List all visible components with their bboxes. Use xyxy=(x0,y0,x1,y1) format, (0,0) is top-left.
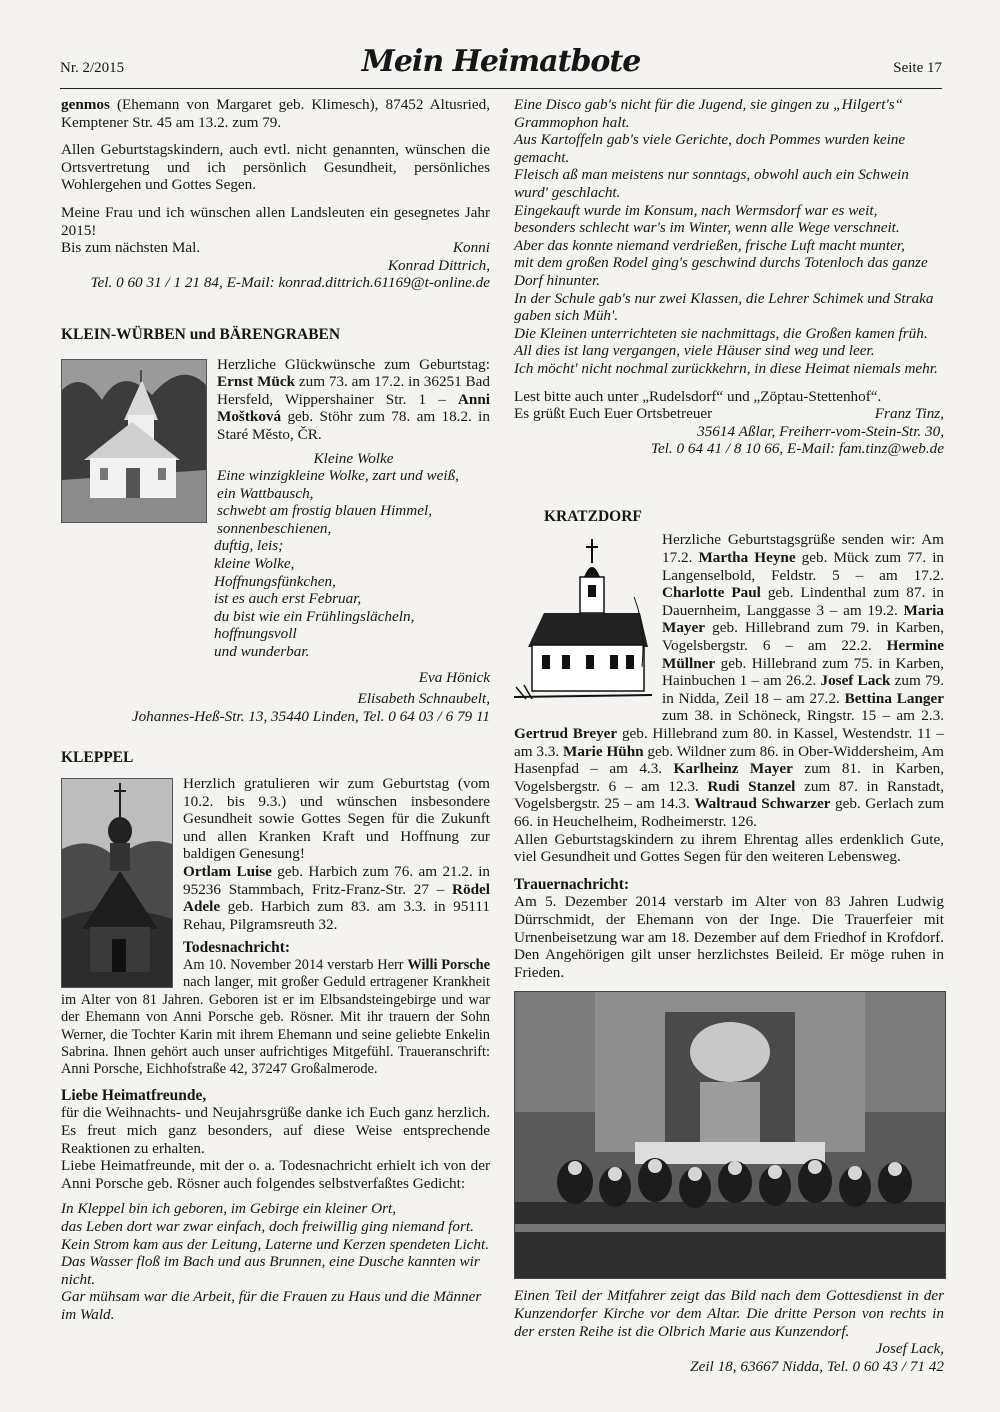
person-name: Bettina Langer xyxy=(844,689,944,707)
person-details: geb. Wildner zum 86. in Ober-Widdersheim, Am Hasenpfad – am 4.3. xyxy=(514,742,944,778)
subheading: Todesnachricht: xyxy=(183,939,291,957)
poem-line: Fleisch aß man meistens nur sonntags, obwohl auch ein Schwein wurd' geschlacht. xyxy=(514,166,909,201)
person-details: geb. Lindenthal zum 87. in Dauernheim, Langgasse 3 – am 19.2. xyxy=(662,584,944,619)
person-name: Hermine Müllner xyxy=(662,637,944,672)
section-heading: KLEIN-WÜRBEN und BÄRENGRABEN xyxy=(61,325,341,343)
person-details: zum 38. in Schöneck, Ringstr. 15 – am 2.3. xyxy=(662,707,944,725)
page-number: Seite 17 xyxy=(893,60,942,76)
section-heading: KRATZDORF xyxy=(544,507,642,525)
person-details: geb. Hillebrand zum 75. in Karben, Hainbuchen 1 – am 26.2. xyxy=(662,654,944,690)
poem-line: Die Kleinen unterrichteten sie nachmittags, die Großen kamen früh. xyxy=(514,324,928,342)
poem-line: Eine winzigkleine Wolke, zart und weiß, xyxy=(217,467,459,485)
subheading: Liebe Heimatfreunde, xyxy=(61,1086,207,1104)
poem-line: hoffnungsvoll xyxy=(214,625,297,643)
right-column xyxy=(514,96,944,1375)
paragraph: Herzlich gratulieren wir zum Geburtstag (vom 10.2. bis 9.3.) und wünschen insbesondere Gesundheit sowie Gottes Segen für die Zukunft und allen Kranken Kraft und Hoffnung zur baldigen Genesung! xyxy=(183,775,490,863)
person-name: Josef Lack xyxy=(820,672,891,690)
person-name: Maria Mayer xyxy=(662,601,944,637)
chapel-photo xyxy=(61,359,207,523)
person-name: Charlotte Paul xyxy=(662,584,761,602)
person-name: Karlheinz Mayer xyxy=(673,760,793,778)
person-details: geb. Mück zum 77. in Langenselbold, Feldstr. 5 – am 17.2. xyxy=(662,549,945,584)
subheading: Trauernachricht: xyxy=(514,875,630,893)
contact: Tel. 0 64 41 / 8 10 66, E-Mail: fam.tinz@web.de xyxy=(650,440,944,458)
poem-line: ist es auch erst Februar, xyxy=(214,590,362,608)
poem-line: Eine Disco gab's nicht für die Jugend, sie gingen zu „Hilgert's“ Grammophon halt. xyxy=(514,96,904,131)
page-header xyxy=(60,44,942,89)
poem-line: mit dem großen Rodel ging's geschwind durchs Totenloch das ganze Dorf hinunter. xyxy=(514,254,928,289)
poem-line: Eingekauft wurde im Konsum, nach Wermsdorf war es weit, xyxy=(514,201,878,219)
issue-number: Nr. 2/2015 xyxy=(60,60,125,76)
poem-title: Kleine Wolke xyxy=(313,449,394,467)
poem-line: ein Wattbausch, xyxy=(217,484,314,502)
poem-author: Eva Hönick xyxy=(418,668,490,686)
signature: Elisabeth Schnaubelt, xyxy=(357,690,490,708)
church-drawing xyxy=(514,537,652,705)
paragraph: Am 10. November 2014 verstarb Herr Willi Porsche nach langer, mit großer Geduld ertragener Krankheit im Alter von 81 Jahren. Geboren ist er im Elbsandsteingebirge und war der Ehemann von Anni Porsche geb. Rösner. Mit ihr trauern der Sohn Werner, die Tochter Karin mit ihrem Ehemann und seine geliebte Enkelin Sabrina. Ihnen gehört auch unser aufrichtiges Mitgefühl. Traueranschrift: Anni Porsche, Eichhofstraße 42, 37247 Großalmerode. xyxy=(61,956,490,1078)
poem-line: und wunderbar. xyxy=(214,643,310,661)
poem-line: Aus Kartoffeln gab's viele Gerichte, doch Pommes wurden keine gemacht. xyxy=(514,131,906,166)
signature: Konrad Dittrich, xyxy=(387,256,490,274)
person-details: zum 79. in Nidda, Zeil 18 – am 27.2. xyxy=(662,672,945,707)
paragraph: Herzliche Glückwünsche zum Geburtstag: Ernst Mück zum 73. am 17.2. in 36251 Bad Hersfeld, Wippershainer Str. 1 – Anni Moštková geb. Stöhr zum 78. am 18.2. in Staré Město, ČR. xyxy=(217,355,490,443)
person-details: geb. Hillebrand zum 80. in Kassel, Westendstr. 11 – am 3.3. xyxy=(514,725,944,760)
paragraph: Liebe Heimatfreunde, mit der o. a. Todesnachricht erhielt ich von der Anni Porsche geb. Rösner auch folgendes selbstverfaßtes Gedicht: xyxy=(61,1157,490,1192)
person-name: Gertrud Breyer xyxy=(514,725,618,742)
person-details: zum 81. in Karben, Vogelsbergstr. 6 – am 12.3. xyxy=(514,760,945,795)
poem-line: schwebt am frostig blauen Himmel, xyxy=(217,502,432,520)
poem xyxy=(61,1200,490,1323)
paragraph: für die Weihnachts- und Neujahrsgrüße danke ich Euch ganz herzlich. Es freut mich ganz besonders, auf diese Weise entsprechende Reaktionen zu erhalten. xyxy=(61,1104,490,1157)
bell-tower-photo xyxy=(61,778,173,988)
paragraph: Meine Frau und ich wünschen allen Landsleuten ein gesegnetes Jahr 2015! xyxy=(61,203,490,239)
poem-line: In der Schule gab's nur zwei Klassen, die Lehrer Schimek und Straka gaben sich Müh'. xyxy=(514,289,934,325)
address: 35614 Aßlar, Freiherr-vom-Stein-Str. 30, xyxy=(697,422,944,440)
poem-line: All dies ist lang vergangen, viele Häuser sind weg und leer. xyxy=(514,342,875,360)
poem-line: Hoffnungsfünkchen, xyxy=(214,572,336,590)
signature: Josef Lack, xyxy=(875,1340,944,1358)
person-details: geb. Hillebrand zum 79. in Karben, Vogelsbergstr. 6 – am 22.2. xyxy=(662,619,944,655)
masthead-logo: Mein Heimatbote xyxy=(361,44,641,79)
left-column xyxy=(61,96,490,1324)
contact: Tel. 0 60 31 / 1 21 84, E-Mail: konrad.dittrich.61169@t-online.de xyxy=(90,274,490,292)
contact: Zeil 18, 63667 Nidda, Tel. 0 60 43 / 71 42 xyxy=(690,1357,944,1375)
poem-line: duftig, leis; xyxy=(214,537,284,555)
person-name: Waltraud Schwarzer xyxy=(694,795,831,813)
paragraph: Am 5. Dezember 2014 verstarb im Alter von 83 Jahren Ludwig Dürrschmidt, der Ehemann von der Inge. Die Trauerfeier mit Urnenbeisetzung war am 18. Dezember auf dem Friedhof in Krofdorf. Den Angehörigen gilt unser herzlichstes Beileid. Er möge ruhen in Frieden. xyxy=(514,893,944,981)
paragraph: Allen Geburtstagskindern zu ihrem Ehrentag alles erdenklich Gute, viel Gesundheit und Gottes Segen für den weiteren Lebensweg. xyxy=(514,830,944,866)
contact: Johannes-Heß-Str. 13, 35440 Linden, Tel. 0 64 03 / 6 79 11 xyxy=(131,707,490,725)
church-interior-photo xyxy=(514,991,946,1279)
poem-continued xyxy=(514,96,944,378)
paragraph: Ortlam Luise geb. Harbich zum 76. am 21.2. in 95236 Stammbach, Fritz-Franz-Str. 27 – Rödel Adele geb. Harbich zum 83. am 3.3. in 95111 Rehau, Pilgramsreuth 32. xyxy=(183,862,491,933)
person-name: Rudi Stanzel xyxy=(707,777,796,795)
section-heading: KLEPPEL xyxy=(61,749,134,767)
paragraph: Herzliche Geburtstagsgrüße senden wir: Am 17.2. Martha Heyne geb. Mück zum 77. in Langenselbold, Feldstr. 5 – am 17.2. Charlotte Paul geb. Lindenthal zum 87. in Dauernheim, Langgasse 3 – am 19.2. Maria Mayer geb. Hillebrand zum 79. in Karben, Vogelsbergstr. 6 – am 22.2. Hermine Müllner geb. Hillebrand zum 75. in Karben, Hainbuchen 1 – am 26.2. Josef Lack zum 79. in Nidda, Zeil 18 – am 27.2. Bettina Langer zum 38. in Schöneck, Ringstr. 15 – am 2.3. Gertrud Breyer geb. Hillebrand zum 80. in Kassel, Westendstr. 11 – am 3.3. Marie Hühn geb. Wildner zum 86. in Ober-Widdersheim, Am Hasenpfad – am 4.3. Karlheinz Mayer zum 81. in Karben, Vogelsbergstr. 6 – am 12.3. Rudi Stanzel zum 87. in Ranstadt, Vogelsbergstr. 25 – am 14.3. Waltraud Schwarzer geb. Gerlach zum 66. in Heuchelheim, Rodheimerstr. 126. xyxy=(514,531,945,830)
paragraph: Allen Geburtstagskindern, auch evtl. nicht genannten, wünschen die Ortsvertretung und ich persönlich Gesundheit, persönliches Wohlergehen und Gottes Segen. xyxy=(61,141,490,194)
poem-line: besonders schlecht war's im Winter, wenn alle Wege verschneit. xyxy=(514,219,900,237)
poem-line: Kein Strom kam aus der Leitung, Laterne und Kerzen spendeten Licht. xyxy=(61,1235,490,1253)
paragraph: Es grüßt Euch Euer Ortsbetreuer Franz Tinz, xyxy=(514,405,944,423)
paragraph: Bis zum nächsten Mal. Konni xyxy=(61,239,490,257)
poem-line: das Leben dort war zwar einfach, doch freiwillig ging niemand fort. xyxy=(61,1217,474,1235)
person-name: Martha Heyne xyxy=(698,549,796,567)
poem-line: sonnenbeschienen, xyxy=(217,519,332,537)
person-details: geb. Gerlach zum 66. in Heuchelheim, Rodheimerstr. 126. xyxy=(514,795,945,830)
poem-line: Gar mühsam war die Arbeit, für die Frauen zu Haus und die Männer im Wald. xyxy=(61,1288,482,1323)
poem-line: Ich möcht' nicht nochmal zurückkehrn, in diese Heimat niemals mehr. xyxy=(514,359,938,377)
poem-line: kleine Wolke, xyxy=(214,555,295,573)
poem-line: In Kleppel bin ich geboren, im Gebirge ein kleiner Ort, xyxy=(61,1200,397,1218)
poem-line: du bist wie ein Frühlingslächeln, xyxy=(214,607,415,625)
poem-line: Das Wasser floß im Bach und aus Brunnen, eine Dusche kannten wir nicht. xyxy=(61,1253,480,1288)
person-details: zum 87. in Ranstadt, Vogelsbergstr. 25 – am 14.3. xyxy=(514,777,944,813)
photo-caption: Einen Teil der Mitfahrer zeigt das Bild nach dem Gottesdienst in der Kunzendorfer Kirche vor dem Altar. Die dritte Person von rechts in der ersten Reihe ist die Olbrich Marie aus Kunzendorf. xyxy=(514,1287,944,1340)
poem-line: Aber das konnte niemand verdrießen, frische Luft macht munter, xyxy=(514,236,905,254)
person-name: Marie Hühn xyxy=(562,742,644,760)
paragraph: genmos (Ehemann von Margaret geb. Klimesch), 87452 Altusried, Kemptener Str. 45 am 13.2. zum 79. xyxy=(61,96,490,131)
paragraph: Lest bitte auch unter „Rudelsdorf“ und „Zöptau-Stettenhof“. xyxy=(514,387,882,405)
